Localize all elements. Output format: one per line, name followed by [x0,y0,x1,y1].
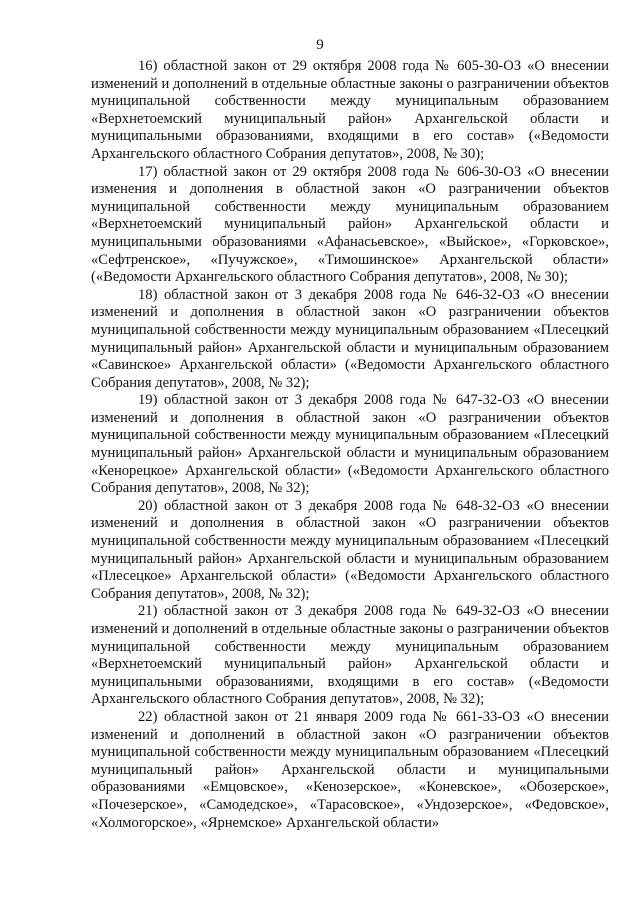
list-item-16: 16) областной закон от 29 октября 2008 года № 605-30-ОЗ «О внесении изменений и дополнений в отдельные областные законы о разграничении объектов муниципальной собственности между муниципальным образованием «Верхнетоемский муниципальный район» Архангельской области и муниципальными образованиями, входящими в его состав» («Ведомости Архангельского областного Собрания депутатов», 2008, № 30); [91,58,609,162]
document-body [91,58,609,832]
list-item-18: 18) областной закон от 3 декабря 2008 года № 646-32-ОЗ «О внесении изменений и дополнения в областной закон «О разграничении объектов муниципальной собственности между муниципальным образованием «Плесецкий муниципальный район» Архангельской области и муниципальным образованием «Савинское» Архангельской области» («Ведомости Архангельского областного Собрания депутатов», 2008, № 32); [91,286,609,391]
list-item-17: 17) областной закон от 29 октября 2008 года № 606-30-ОЗ «О внесении изменения и дополнения в областной закон «О разграничении объектов муниципальной собственности между муниципальным образованием «Верхнетоемский муниципальный район» Архангельской области и муниципальными образованиями «Афанасьевское», «Выйское», «Горковское», «Сефтренское», «Пучужское», «Тимошинское» Архангельской области» («Ведомости Архангельского областного Собрания депутатов», 2008, № 30); [91,163,609,286]
page-number: 9 [316,37,324,53]
list-item-20: 20) областной закон от 3 декабря 2008 года № 648-32-ОЗ «О внесении изменений и дополнения в областной закон «О разграничении объектов муниципальной собственности между муниципальным образованием «Плесецкий муниципальный район» Архангельской области и муниципальным образованием «Плесецкое» Архангельской области» («Ведомости Архангельского областного Собрания депутатов», 2008, № 32); [91,497,609,602]
list-item-19: 19) областной закон от 3 декабря 2008 года № 647-32-ОЗ «О внесении изменений и дополнения в областной закон «О разграничении объектов муниципальной собственности между муниципальным образованием «Плесецкий муниципальный район» Архангельской области и муниципальным образованием «Кенорецкое» Архангельской области» («Ведомости Архангельского областного Собрания депутатов», 2008, № 32); [91,392,609,497]
list-item-22: 22) областной закон от 21 января 2009 года № 661-33-ОЗ «О внесении изменений и дополнений в областной закон «О разграничении объектов муниципальной собственности между муниципальным образованием «Плесецкий муниципальный район» Архангельской области и муниципальными образованиями «Емцовское», «Кенозерское», «Коневское», «Обозерское», «Почезерское», «Самодедское», «Тарасовское», «Ундозерское», «Федовское», «Холмогорское», «Ярнемское» Архангельской области» [91,708,609,831]
list-item-21: 21) областной закон от 3 декабря 2008 года № 649-32-ОЗ «О внесении изменений и дополнений в отдельные областные законы о разграничении объектов муниципальной собственности между муниципальным образованием «Верхнетоемский муниципальный район» Архангельской области и муниципальными образованиями, входящими в его состав» («Ведомости Архангельского областного Собрания депутатов», 2008, № 32); [91,603,609,708]
